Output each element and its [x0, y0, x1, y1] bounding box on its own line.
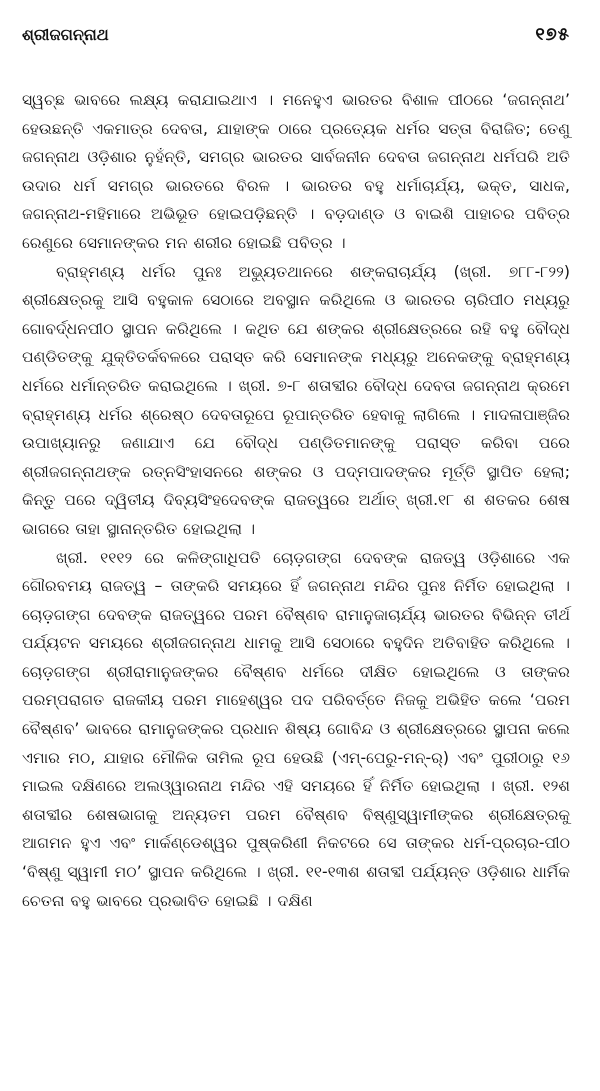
page-header: [22, 24, 570, 58]
paragraph: ଖ୍ରୀ. ୧୧୧୨ ରେ କଳିଙ୍ଗାଧିପତି ଚୋଡ଼ଗଙ୍ଗ ଦେବଙ୍କ ରାଜତ୍ୱ ଓଡ଼ିଶାରେ ଏକ ଗୌରବମୟ ରାଜତ୍ୱ – ତାଙ୍କରି ସମୟରେ ହିଁ ଜଗନ୍ନାଥ ମନ୍ଦିର ପୁନଃ ନିର୍ମିତ ହୋଇଥିଲା । ଚୋଡ଼ଗଙ୍ଗ ଦେବଙ୍କ ରାଜତ୍ୱରେ ପରମ ବୈଷ୍ଣବ ରାମାନୁଜାଚାର୍ଯ୍ୟ ଭାରତର ବିଭିନ୍ନ ତୀର୍ଥ ପର୍ଯ୍ୟଟନ ସମୟରେ ଶ୍ରୀଜଗନ୍ନାଥ ଧାମକୁ ଆସି ସେଠାରେ ବହୁଦିନ ଅତିବାହିତ କରିଥିଲେ । ଚୋଡ଼ଗଙ୍ଗ ଶ୍ରୀରାମାନୁଜଙ୍କର ବୈଷ୍ଣବ ଧର୍ମରେ ଦୀକ୍ଷିତ ହୋଇଥିଲେ ଓ ତାଙ୍କର ପରମ୍ପରାଗତ ରାଜକୀୟ ପରମ ମାହେଶ୍ୱର ପଦ ପରିବର୍ତ୍ତେ ନିଜକୁ ଅଭିହିତ କଲେ ‘ପରମ ବୈଷ୍ଣବ’ ଭାବରେ ରାମାନୁଜଙ୍କର ପ୍ରଧାନ ଶିଷ୍ୟ ଗୋବିନ୍ଦ ଓ ଶ୍ରୀକ୍ଷେତ୍ରରେ ସ୍ଥାପନା କଲେ ଏମାର ମଠ, ଯାହାର ମୌଳିକ ତାମିଲ ରୂପ ହେଉଛି (ଏମ୍-ପେରୁ-ମନ୍-ର୍) ଏବଂ ପୁରୀଠାରୁ ୧୬ ମାଇଲ ଦକ୍ଷିଣରେ ଅଲଓ୍ୱାରନାଥ ମନ୍ଦିର ଏହି ସମୟରେ ହିଁ ନିର୍ମିତ ହୋଇଥିଲା । ଖ୍ରୀ. ୧୨ଶ ଶତାବ୍ଦୀର ଶେଷଭାଗକୁ ଅନ୍ୟତମ ପରମ ବୈଷ୍ଣବ ବିଷ୍ଣୁସ୍ୱାମୀଙ୍କର ଶ୍ରୀକ୍ଷେତ୍ରକୁ ଆଗମନ ହୁଏ ଏବଂ ମାର୍କଣ୍ଡେଶ୍ୱର ପୁଷ୍କରିଣୀ ନିକଟରେ ସେ ତାଙ୍କର ଧର୍ମ-ପ୍ରଚାର-ପୀଠ ‘ବିଷ୍ଣୁ ସ୍ୱାମୀ ମଠ’ ସ୍ଥାପନ କରିଥିଲେ । ଖ୍ରୀ. ୧୧-୧୩ଶ ଶତାବ୍ଦୀ ପର୍ଯ୍ୟନ୍ତ ଓଡ଼ିଶାର ଧାର୍ମିକ ଚେତନା ବହୁ ଭାବରେ ପ୍ରଭାବିତ ହୋଇଛି । ଦକ୍ଷିଣ: [22, 548, 570, 910]
page-body: [22, 86, 570, 915]
paragraph: ବ୍ରାହ୍ମଣ୍ୟ ଧର୍ମର ପୁନଃ ଅଭ୍ୟୁତଥାନରେ ଶଙ୍କରାଚାର୍ଯ୍ୟ (ଖ୍ରୀ. ୭୮୮-୮୨୨) ଶ୍ରୀକ୍ଷେତ୍ରକୁ ଆସି ବହୁକାଳ ସେଠାରେ ଅବସ୍ଥାନ କରିଥିଲେ ଓ ଭାରତର ଚାରିପୀଠ ମଧ୍ୟରୁ ଗୋବର୍ଦ୍ଧନପୀଠ ସ୍ଥାପନ କରିଥିଲେ । କଥିତ ଯେ ଶଙ୍କର ଶ୍ରୀକ୍ଷେତ୍ରରେ ରହି ବହୁ ବୌଦ୍ଧ ପଣ୍ଡିତଙ୍କୁ ଯୁକ୍ତିତର୍କବଳରେ ପରାସ୍ତ କରି ସେମାନଙ୍କ ମଧ୍ୟରୁ ଅନେକଙ୍କୁ ବ୍ରାହ୍ମଣ୍ୟ ଧର୍ମରେ ଧର୍ମାନ୍ତରିତ କରାଇଥିଲେ । ଖ୍ରୀ. ୭-୮ ଶତାବ୍ଦୀର ବୌଦ୍ଧ ଦେବତା ଜଗନ୍ନାଥ କ୍ରମେ ବ୍ରାହ୍ମଣ୍ୟ ଧର୍ମର ଶ୍ରେଷ୍ଠ ଦେବତାରୂପେ ରୂପାନ୍ତରିତ ହେବାକୁ ଲାଗିଲେ । ମାଦଳାପାଞ୍ଜିର ଉପାଖ୍ୟାନରୁ ଜଣାଯାଏ ଯେ ବୌଦ୍ଧ ପଣ୍ଡିତମାନଙ୍କୁ ପରାସ୍ତ କରିବା ପରେ ଶ୍ରୀଜଗନ୍ନାଥଙ୍କ ରତ୍ନସିଂହାସନରେ ଶଙ୍କର ଓ ପଦ୍ମପାଦଙ୍କର ମୂର୍ତ୍ତି ସ୍ଥାପିତ ହେଲା; କିନ୍ତୁ ପରେ ଦ୍ୱିତୀୟ ଦିବ୍ୟସିଂହଦେବଙ୍କ ରାଜତ୍ୱରେ ଅର୍ଥାତ୍ ଖ୍ରୀ.୧୮ ଶ ଶତକର ଶେଷ ଭାଗରେ ତାହା ସ୍ଥାନାନ୍ତରିତ ହୋଇଥିଲା ।: [22, 262, 570, 538]
page-number: ୧୭୫: [535, 24, 570, 45]
paragraph: ସ୍ୱଚ୍ଛ ଭାବରେ ଲକ୍ଷ୍ୟ କରାଯାଇଥାଏ । ମନେହୁଏ ଭାରତର ବିଶାଳ ପୀଠରେ ‘ଜଗନ୍ନାଥ’ ହେଉଛନ୍ତି ଏକମାତ୍ର ଦେବତା, ଯାହାଙ୍କ ଠାରେ ପ୍ରତ୍ୟେକ ଧର୍ମର ସତ୍ତା ବିରାଜିତ; ତେଣୁ ଜଗନ୍ନାଥ ଓଡ଼ିଶାର ନୁହଁନ୍ତି, ସମଗ୍ର ଭାରତର ସାର୍ବଜନୀନ ଦେବତା ଜଗନ୍ନାଥ ଧର୍ମପରି ଅତି ଉଦାର ଧର୍ମ ସମଗ୍ର ଭାରତରେ ବିରଳ । ଭାରତର ବହୁ ଧର୍ମାଚାର୍ଯ୍ୟ, ଭକ୍ତ, ସାଧକ, ଜଗନ୍ନାଥ-ମହିମାରେ ଅଭିଭୂତ ହୋଇପଡ଼ିଛନ୍ତି । ବଡ଼ଦାଣ୍ଡ ଓ ବାଇଶି ପାହାଚର ପବିତ୍ର ରେଣୁରେ ସେମାନଙ୍କର ମନ ଶରୀର ହୋଇଛି ପବିତ୍ର ।: [22, 91, 570, 252]
running-title: ଶ୍ରୀଜଗନ୍ନାଥ: [22, 25, 109, 44]
